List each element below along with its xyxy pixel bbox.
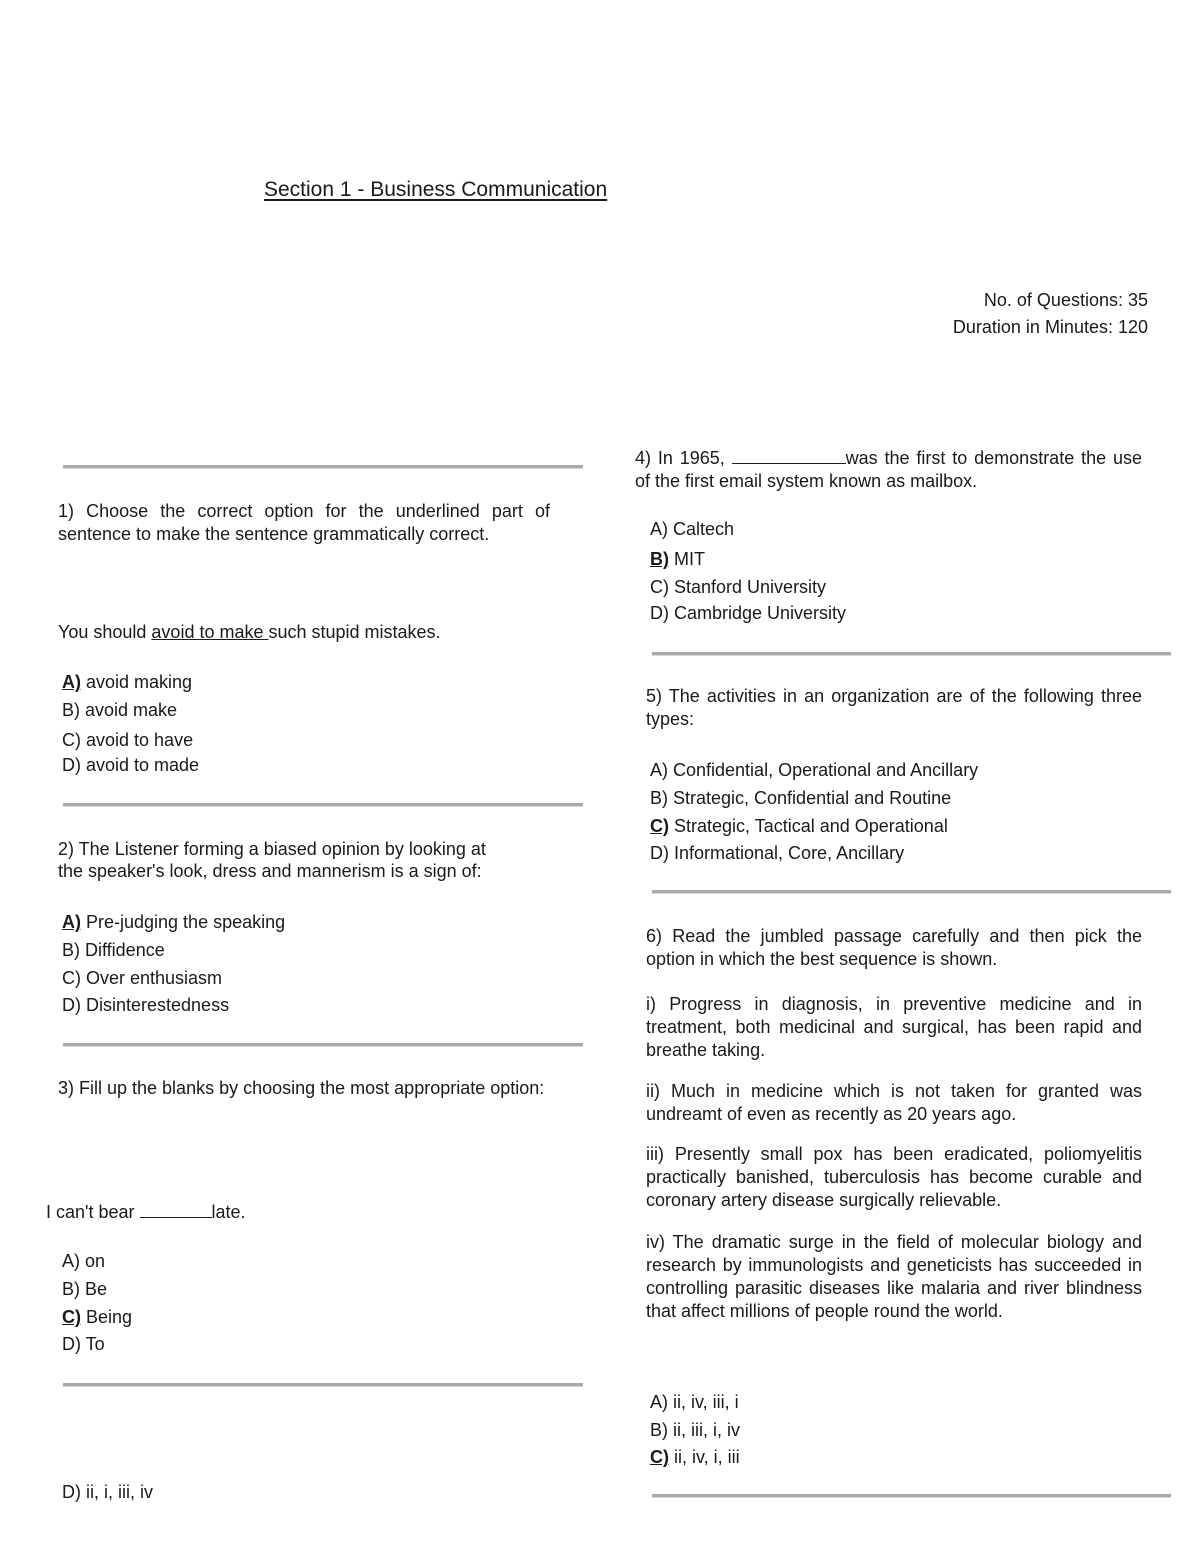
sentence-text: You should xyxy=(58,622,152,642)
option-text: Caltech xyxy=(668,519,735,539)
answer-blank xyxy=(732,447,846,464)
statement-iv: iv) The dramatic surge in the field of molecular biology and research by immunologists and geneticists has succeeded in controlling parasitic diseases like malaria and river blindness that affect millions of people round the world. xyxy=(646,1232,1142,1321)
option-letter: B) xyxy=(62,700,80,720)
option-letter: D) xyxy=(62,995,81,1015)
option-text: Strategic, Confidential and Routine xyxy=(668,788,952,808)
option-text: ii, iv, i, iii xyxy=(669,1447,740,1467)
option-letter: B) xyxy=(650,549,669,569)
option-text: Strategic, Tactical and Operational xyxy=(669,816,948,836)
question-6-prompt: 6) Read the jumbled passage carefully and then pick the option in which the best sequence is shown. xyxy=(646,926,1142,969)
option-text: Diffidence xyxy=(80,940,165,960)
option-2c[interactable] xyxy=(62,967,222,990)
option-text: Being xyxy=(81,1307,133,1327)
question-5-prompt: 5) The activities in an organization are of the following three types: xyxy=(646,686,1142,729)
option-4c[interactable] xyxy=(650,576,826,599)
option-text: avoid to have xyxy=(81,730,194,750)
option-text: avoid to made xyxy=(81,755,200,775)
option-letter: B) xyxy=(650,1420,668,1440)
divider xyxy=(652,890,1171,894)
option-letter: D) xyxy=(62,1334,81,1354)
option-3d[interactable] xyxy=(62,1333,105,1356)
option-5b[interactable] xyxy=(650,787,951,810)
statement-i: i) Progress in diagnosis, in preventive medicine and in treatment, both medicinal and surgical, has been rapid and breathe taking. xyxy=(646,994,1142,1060)
sentence-text: I can't bear xyxy=(46,1202,140,1222)
option-text: Informational, Core, Ancillary xyxy=(669,843,905,863)
option-text: Stanford University xyxy=(669,577,827,597)
answer-blank xyxy=(140,1201,212,1218)
question-count: No. of Questions: 35 xyxy=(983,290,1148,310)
option-text: Cambridge University xyxy=(669,603,847,623)
underlined-phrase: avoid to make xyxy=(151,622,269,642)
option-2a[interactable] xyxy=(62,911,285,934)
option-letter: C) xyxy=(650,816,669,836)
option-text: avoid make xyxy=(80,700,178,720)
option-letter: C) xyxy=(650,577,669,597)
option-letter: C) xyxy=(62,968,81,988)
sentence-text: such stupid mistakes. xyxy=(268,622,441,642)
option-letter: B) xyxy=(650,788,668,808)
option-letter: C) xyxy=(62,730,81,750)
question-3-prompt: 3) Fill up the blanks by choosing the most appropriate option: xyxy=(58,1078,545,1098)
question-2-prompt-line-1: 2) The Listener forming a biased opinion by looking at xyxy=(58,839,486,859)
option-letter: C) xyxy=(62,1307,81,1327)
divider xyxy=(63,803,583,807)
option-5d[interactable] xyxy=(650,842,904,865)
option-text: Over enthusiasm xyxy=(81,968,223,988)
question-1-prompt: 1) Choose the correct option for the underlined part of sentence to make the sentence grammatically correct. xyxy=(58,501,550,544)
option-text: To xyxy=(81,1334,105,1354)
option-2d[interactable] xyxy=(62,994,229,1017)
option-letter: D) xyxy=(650,603,669,623)
option-letter: C) xyxy=(650,1447,669,1467)
option-1b[interactable] xyxy=(62,699,177,722)
option-letter: A) xyxy=(650,519,668,539)
question-3-sentence xyxy=(46,1201,246,1224)
sentence-text: late. xyxy=(211,1202,246,1222)
option-text: Confidential, Operational and Ancillary xyxy=(668,760,979,780)
prompt-text: 4) In 1965, xyxy=(635,448,732,468)
option-6b[interactable] xyxy=(650,1419,740,1442)
option-letter: B) xyxy=(62,1279,80,1299)
statement-iii: iii) Presently small pox has been eradicated, poliomyelitis practically banished, tuberculosis has become curable and coronary artery disease surgically relievable. xyxy=(646,1144,1142,1210)
divider xyxy=(63,1383,583,1387)
option-text: avoid making xyxy=(81,672,193,692)
option-text: on xyxy=(80,1251,106,1271)
question-4-prompt xyxy=(635,447,1142,493)
option-text: Disinterestedness xyxy=(81,995,230,1015)
divider xyxy=(63,1043,583,1047)
option-1c[interactable] xyxy=(62,729,193,752)
divider xyxy=(652,652,1171,656)
question-2-prompt-line-2: the speaker's look, dress and mannerism is a sign of: xyxy=(58,861,482,881)
option-letter: A) xyxy=(650,1392,668,1412)
stray-option[interactable]: D) ii, i, iii, iv xyxy=(62,1482,153,1502)
option-1d[interactable] xyxy=(62,754,199,777)
option-1a[interactable] xyxy=(62,671,192,694)
option-6a[interactable] xyxy=(650,1391,739,1414)
duration: Duration in Minutes: 120 xyxy=(952,317,1148,337)
option-letter: A) xyxy=(62,672,81,692)
option-4d[interactable] xyxy=(650,602,846,625)
option-letter: D) xyxy=(62,755,81,775)
option-text: ii, iii, i, iv xyxy=(668,1420,740,1440)
option-letter: B) xyxy=(62,940,80,960)
divider xyxy=(652,1494,1171,1498)
option-4b[interactable] xyxy=(650,548,705,571)
option-letter: A) xyxy=(62,912,81,932)
option-letter: A) xyxy=(650,760,668,780)
option-2b[interactable] xyxy=(62,939,165,962)
statement-ii: ii) Much in medicine which is not taken for granted was undreamt of even as recently as 20 years ago. xyxy=(646,1081,1142,1124)
option-letter: A) xyxy=(62,1251,80,1271)
option-letter: D) xyxy=(650,843,669,863)
option-3c[interactable] xyxy=(62,1306,132,1329)
option-5a[interactable] xyxy=(650,759,978,782)
question-1-sentence xyxy=(58,621,441,644)
option-text: Be xyxy=(80,1279,108,1299)
option-text: Pre-judging the speaking xyxy=(81,912,286,932)
option-4a[interactable] xyxy=(650,518,734,541)
option-text: MIT xyxy=(669,549,705,569)
prompt-text: was the first to demonstrate the use of the first email system known as mailbox. xyxy=(635,448,1142,491)
option-3a[interactable] xyxy=(62,1250,105,1273)
option-3b[interactable] xyxy=(62,1278,107,1301)
option-6c[interactable] xyxy=(650,1446,740,1469)
page-title: Section 1 - Business Communication xyxy=(264,178,608,201)
option-text: ii, iv, iii, i xyxy=(668,1392,739,1412)
option-5c[interactable] xyxy=(650,815,948,838)
divider xyxy=(63,465,583,469)
